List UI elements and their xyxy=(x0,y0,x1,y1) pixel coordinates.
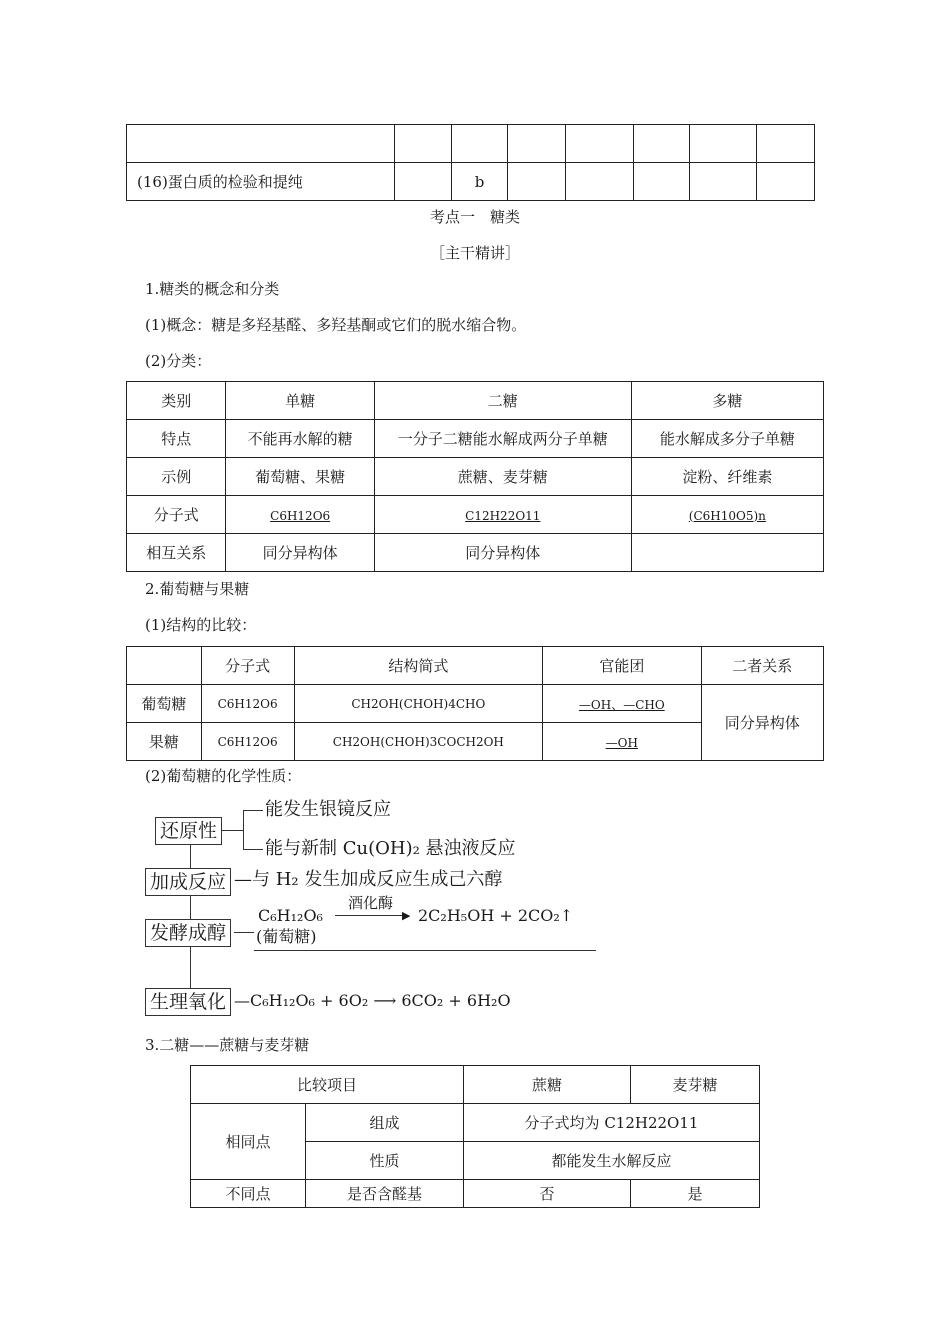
table-cell: b xyxy=(451,163,508,201)
arrow-icon: ▶ xyxy=(402,909,411,922)
table-cell: (16)蛋白质的检验和提纯 xyxy=(127,163,395,201)
table-cell: 否 xyxy=(464,1180,631,1208)
table-cell: 一分子二糖能水解成两分子单糖 xyxy=(374,420,631,458)
table-cell: 分子式 xyxy=(127,496,226,534)
table-header: 比较项目 xyxy=(191,1066,464,1104)
table-cell: 同分异构体 xyxy=(374,534,631,572)
table-cell: 特点 xyxy=(127,420,226,458)
table-cell: CH2OH(CHOH)3COCH2OH xyxy=(294,723,543,761)
box-addition: 加成反应 xyxy=(145,868,231,896)
formula: (C6H10O5)n xyxy=(688,508,766,523)
table-header: 结构简式 xyxy=(294,647,543,685)
table-header: 多糖 xyxy=(631,382,823,420)
reaction-condition: 酒化酶 xyxy=(348,894,394,912)
paragraph: 3.二糖——蔗糖与麦芽糖 xyxy=(145,1036,310,1054)
table-cell: C6H12O6 xyxy=(201,685,294,723)
classification-table xyxy=(126,381,824,572)
table-header: 单糖 xyxy=(226,382,374,420)
table-cell: 果糖 xyxy=(127,723,202,761)
table-header: 蔗糖 xyxy=(464,1066,631,1104)
table-row xyxy=(127,534,824,572)
table-header: 类别 xyxy=(127,382,226,420)
table-cell: 葡萄糖、果糖 xyxy=(226,458,374,496)
paragraph: 1.糖类的概念和分类 xyxy=(145,280,280,298)
paragraph: (1)概念：糖是多羟基醛、多羟基酮或它们的脱水缩合物。 xyxy=(145,316,527,334)
product: 2C₂H₅OH + 2CO₂↑ xyxy=(418,906,574,925)
reaction-text: 能与新制 Cu(OH)₂ 悬浊液反应 xyxy=(265,838,516,859)
table-cell: CH2OH(CHOH)4CHO xyxy=(294,685,543,723)
reaction-text: 能发生银镜反应 xyxy=(265,799,391,820)
table-cell: 能水解成多分子单糖 xyxy=(631,420,823,458)
reaction-text: —C₆H₁₂O₆ + 6O₂ ⟶ 6CO₂ + 6H₂O xyxy=(234,991,511,1010)
table-header: 二者关系 xyxy=(701,647,824,685)
table-cell: 葡萄糖 xyxy=(127,685,202,723)
table-row xyxy=(127,685,824,723)
table-cell: 同分异构体 xyxy=(701,685,824,761)
structure-table xyxy=(126,646,824,761)
table-row xyxy=(127,163,815,201)
table-cell: C6H12O6 xyxy=(201,723,294,761)
disaccharide-table xyxy=(190,1065,760,1208)
table-cell: 淀粉、纤维素 xyxy=(631,458,823,496)
table-cell xyxy=(631,534,823,572)
functional-group: —OH xyxy=(605,735,638,750)
table-header xyxy=(127,647,202,685)
table-row xyxy=(127,420,824,458)
table-row xyxy=(127,496,824,534)
table-header: 官能团 xyxy=(543,647,701,685)
box-oxidation: 生理氧化 xyxy=(145,988,231,1016)
table-header: 麦芽糖 xyxy=(631,1066,760,1104)
section-title: 考点一 糖类 xyxy=(429,208,520,226)
table-row xyxy=(127,647,824,685)
table-row xyxy=(191,1066,760,1104)
table-header: 分子式 xyxy=(201,647,294,685)
reactant-name: (葡萄糖) xyxy=(256,927,317,946)
paragraph: 2.葡萄糖与果糖 xyxy=(145,580,250,598)
reactant: C₆H₁₂O₆ xyxy=(258,906,323,925)
table-cell: 相互关系 xyxy=(127,534,226,572)
table-header: 二糖 xyxy=(374,382,631,420)
table-row xyxy=(127,458,824,496)
formula: C6H12O6 xyxy=(270,508,331,523)
table-cell: 是 xyxy=(631,1180,760,1208)
table-cell: 都能发生水解反应 xyxy=(464,1142,760,1180)
table-cell xyxy=(127,125,395,163)
table-cell: 组成 xyxy=(306,1104,464,1142)
paragraph: (1)结构的比较： xyxy=(145,616,257,634)
table-cell: 示例 xyxy=(127,458,226,496)
table-row xyxy=(127,125,815,163)
table-cell: 分子式均为 C12H22O11 xyxy=(524,1114,699,1132)
paragraph: (2)葡萄糖的化学性质： xyxy=(145,767,302,785)
table-cell: 是否含醛基 xyxy=(306,1180,464,1208)
box-reducing: 还原性 xyxy=(155,817,222,845)
sub-title: ［主干精讲］ xyxy=(429,244,520,262)
table-cell: 同分异构体 xyxy=(226,534,374,572)
table-cell: 性质 xyxy=(306,1142,464,1180)
table-row xyxy=(127,382,824,420)
paragraph: (2)分类： xyxy=(145,352,212,370)
table-cell: 蔗糖、麦芽糖 xyxy=(374,458,631,496)
box-fermentation: 发酵成醇 xyxy=(145,919,231,947)
table-row xyxy=(191,1180,760,1208)
table-cell: 相同点 xyxy=(191,1104,306,1180)
functional-group: —OH、—CHO xyxy=(578,697,665,712)
table-cell: 不能再水解的糖 xyxy=(226,420,374,458)
reaction-text: —与 H₂ 发生加成反应生成己六醇 xyxy=(234,869,503,890)
table-cell: 不同点 xyxy=(191,1180,306,1208)
table-row xyxy=(191,1104,760,1142)
top-table xyxy=(126,124,815,201)
formula: C12H22O11 xyxy=(465,508,541,523)
